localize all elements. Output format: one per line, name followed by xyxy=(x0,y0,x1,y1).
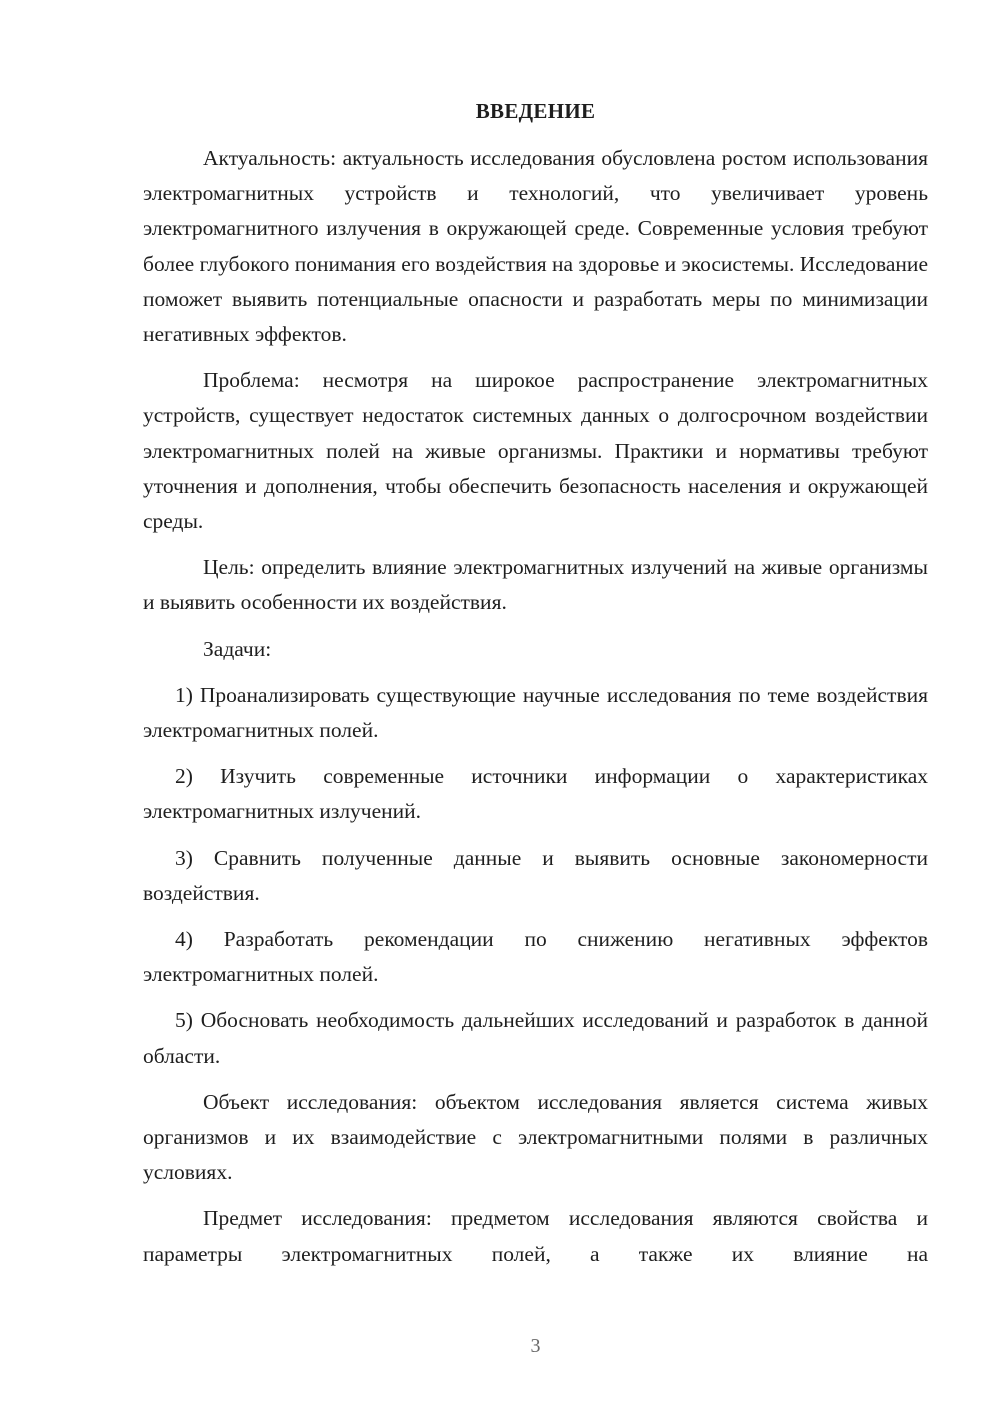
subject-paragraph: Предмет исследования: предметом исследования являются свойства и параметры электромагнитных полей, а также их влияние на xyxy=(143,1206,928,1266)
task-item-4: 4) Разработать рекомендации по снижению негативных эффектов электромагнитных полей. xyxy=(143,927,928,987)
task-item-1: 1) Проанализировать существующие научные исследования по теме воздействия электромагнитных полей. xyxy=(143,682,928,743)
task-item-2: 2) Изучить современные источники информации о характеристиках электромагнитных излучений. xyxy=(143,764,928,824)
goal-paragraph: Цель: определить влияние электромагнитных излучений на живые организмы и выявить особенности их воздействия. xyxy=(143,555,928,615)
object-paragraph: Объект исследования: объектом исследования является система живых организмов и их взаимодействие с электромагнитными полями в различных условиях. xyxy=(143,1089,928,1185)
page-number: 3 xyxy=(530,1335,541,1357)
tasks-label: Задачи: xyxy=(203,636,272,661)
task-item-3: 3) Сравнить полученные данные и выявить основные закономерности воздействия. xyxy=(143,845,928,905)
document-body xyxy=(143,141,928,1283)
task-item-5: 5) Обосновать необходимость дальнейших исследований и разработок в данной области. xyxy=(143,1008,928,1068)
relevance-paragraph: Актуальность: актуальность исследования обусловлена ростом использования электромагнитных устройств и технологий, что увеличивает уровень электромагнитного излучения в окружающей среде. Современные условия требуют более глубокого понимания его воздействия на здоровье и экосистемы. Исследование поможет выявить потенциальные опасности и разработать меры по минимизации негативных эффектов. xyxy=(143,146,928,347)
page-title: ВВЕДЕНИЕ xyxy=(475,99,596,123)
problem-paragraph: Проблема: несмотря на широкое распространение электромагнитных устройств, существует недостаток системных данных о долгосрочном воздействии электромагнитных полей на живые организмы. Практики и нормативы требуют уточнения и дополнения, чтобы обеспечить безопасность населения и окружающей среды. xyxy=(143,368,928,534)
